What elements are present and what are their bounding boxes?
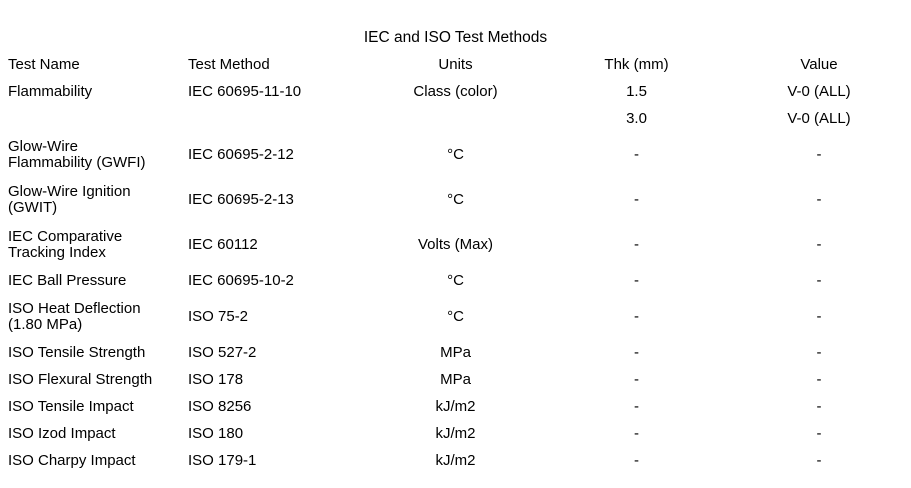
row-test-method: ISO 527-2 [188,343,257,361]
header-row [0,52,911,78]
row-units: °C [447,307,464,325]
row-thk: - [634,370,639,388]
row-units: Class (color) [413,82,498,100]
row-thk: - [634,271,639,289]
row-thk: - [634,451,639,469]
row-test-name: ISO Flexural Strength [8,370,153,388]
row-value: V-0 (ALL) [787,82,851,100]
row-test-method: ISO 179-1 [188,451,257,469]
row-units: Volts (Max) [417,235,493,253]
table-row [0,366,911,393]
table-row [0,339,911,366]
row-test-method: ISO 180 [188,424,244,442]
table-row [0,177,911,222]
header-value: Value [800,56,838,73]
row-test-method: ISO 75-2 [188,307,249,325]
row-test-method: IEC 60695-2-13 [188,190,294,208]
row-thk: 3.0 [626,109,647,127]
row-value: - [816,343,822,361]
row-test-method: IEC 60112 [188,235,258,253]
row-value: - [816,397,822,415]
row-test-method [181,105,365,132]
row-units: MPa [440,343,471,361]
row-test-name: IEC Comparative Tracking Index [8,227,123,261]
row-value: - [816,271,822,289]
row-units: °C [447,145,464,163]
row-thk: - [634,307,639,325]
table-row [0,105,911,132]
row-value: - [816,307,822,325]
header-test-name: Test Name [8,56,80,73]
row-value: - [816,145,822,163]
table-title: IEC and ISO Test Methods [363,29,548,46]
row-test-name: ISO Tensile Strength [8,343,146,361]
header-test-method: Test Method [188,56,270,73]
row-thk: 1.5 [626,82,647,100]
table-row [0,294,911,339]
table-row [0,447,911,474]
row-units: kJ/m2 [435,397,476,415]
row-thk: - [634,343,639,361]
row-units [365,105,546,132]
row-value: V-0 (ALL) [787,109,851,127]
table-row [0,420,911,447]
row-units: °C [447,271,464,289]
row-test-name: ISO Izod Impact [8,424,116,442]
row-thk: - [634,235,639,253]
row-test-name: ISO Heat Deflection (1.80 MPa) [8,299,141,333]
row-value: - [816,370,822,388]
row-test-name: Glow-Wire Flammability (GWFI) [8,137,146,171]
table-row [0,78,911,105]
row-value: - [816,190,822,208]
test-methods-table [0,52,911,474]
row-test-method: ISO 8256 [188,397,252,415]
row-test-name: ISO Charpy Impact [8,451,136,469]
table-row [0,132,911,177]
header-thk: Thk (mm) [604,56,669,73]
row-units: MPa [440,370,471,388]
row-value: - [816,424,822,442]
row-test-name: Flammability [8,82,93,100]
row-test-name: Glow-Wire Ignition (GWIT) [8,182,131,216]
table-row [0,393,911,420]
row-units: kJ/m2 [435,451,476,469]
header-units: Units [438,56,473,73]
row-test-name: ISO Tensile Impact [8,397,134,415]
row-thk: - [634,145,639,163]
row-thk: - [634,397,639,415]
row-test-method: IEC 60695-10-2 [188,271,294,289]
row-value: - [816,451,822,469]
row-thk: - [634,190,639,208]
table-row [0,222,911,267]
row-test-method: ISO 178 [188,370,244,388]
row-test-name: IEC Ball Pressure [8,271,127,289]
row-value: - [816,235,822,253]
row-test-method: IEC 60695-11-10 [188,82,302,100]
row-units: kJ/m2 [435,424,476,442]
table-row [0,267,911,294]
row-thk: - [634,424,639,442]
row-test-method: IEC 60695-2-12 [188,145,294,163]
row-units: °C [447,190,464,208]
